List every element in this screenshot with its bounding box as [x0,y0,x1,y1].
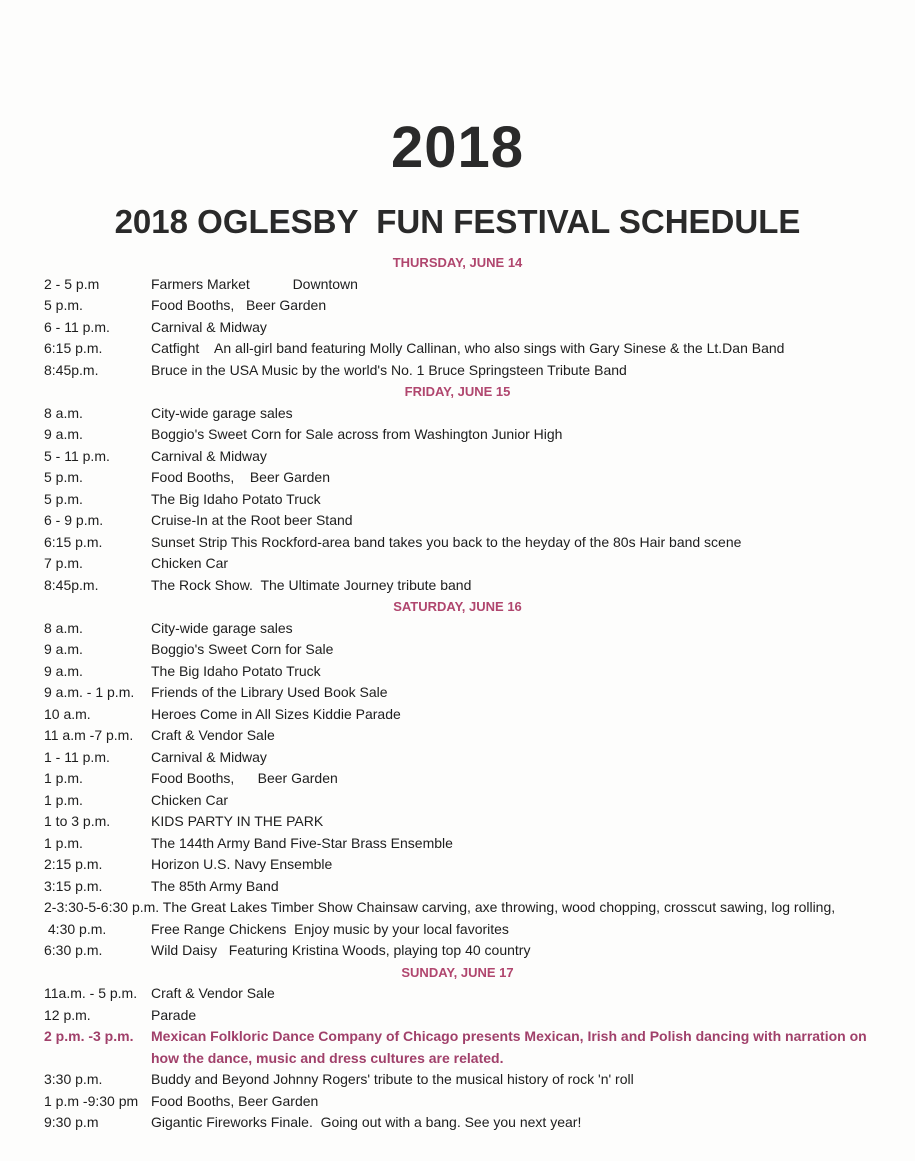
event-row [0,661,915,683]
event-description: Chicken Car [151,555,229,571]
event-row [0,747,915,769]
event-description: Buddy and Beyond Johnny Rogers' tribute to the musical history of rock 'n' roll [151,1071,634,1087]
event-description: Sunset Strip This Rockford-area band takes you back to the heyday of the 80s Hair band scene [151,533,742,550]
event-row [0,424,915,446]
event-row [0,940,915,962]
event-description: The Big Idaho Potato Truck [151,662,321,679]
event-description: Farmers Market Downtown [151,275,358,292]
event-description: Free Range Chickens Enjoy music by your local favorites [151,920,509,937]
event-row [0,403,915,425]
event-row [0,639,915,661]
event-description: Food Booths, Beer Garden [151,1092,319,1109]
event-description: Carnival & Midway [151,447,267,464]
event-row [0,489,915,511]
event-time: 6 - 11 p.m. [44,318,110,335]
event-time: 8:45p.m. [44,576,99,593]
event-time: 9 a.m. - 1 p.m. [44,684,135,700]
event-description: Wild Daisy Featuring Kristina Woods, playing top 40 country [151,942,531,958]
event-row [0,897,915,919]
event-row [0,510,915,532]
event-time: 5 p.m. [44,469,83,485]
event-time: 5 p.m. [44,490,83,507]
event-time: 7 p.m. [44,555,83,571]
event-time: 12 p.m. [44,1006,91,1023]
event-time: 1 to 3 p.m. [44,813,111,829]
event-description: The 85th Army Band [151,877,279,894]
day-heading: FRIDAY, JUNE 15 [404,384,511,399]
event-description: The Rock Show. The Ultimate Journey tribute band [151,576,472,593]
event-time: 9 a.m. [44,426,83,442]
event-description: Horizon U.S. Navy Ensemble [151,856,333,872]
event-time: 5 - 11 p.m. [44,447,110,464]
schedule-list [0,252,915,1134]
event-row [0,811,915,833]
day-heading: THURSDAY, JUNE 14 [392,255,523,270]
event-time: 9 a.m. [44,662,83,679]
event-row [0,1112,915,1134]
event-time: 2:15 p.m. [44,856,103,872]
event-time: 11 a.m -7 p.m. [44,727,134,743]
event-row [0,446,915,468]
event-time: 8 a.m. [44,619,83,636]
event-time: 2 p.m. -3 p.m. [44,1028,134,1044]
event-time: 2 - 5 p.m [44,275,100,292]
day-heading: SUNDAY, JUNE 17 [401,964,514,980]
event-row [0,704,915,726]
event-row [0,1026,915,1069]
event-description: Boggio's Sweet Corn for Sale across from Washington Junior High [151,426,563,442]
event-row [0,360,915,382]
event-description: City-wide garage sales [151,404,293,421]
event-row [0,317,915,339]
event-description: Cruise-In at the Root beer Stand [151,512,353,528]
event-description: The Big Idaho Potato Truck [151,490,321,507]
event-time: 1 p.m -9:30 pm [44,1092,139,1109]
event-row [0,338,915,360]
event-time: 6:15 p.m. [44,340,103,356]
event-row [0,295,915,317]
event-row [0,682,915,704]
event-row [0,618,915,640]
event-row [0,553,915,575]
event-time: 8 a.m. [44,404,83,421]
event-time: 6:30 p.m. [44,942,103,958]
event-row [0,274,915,296]
event-row [0,833,915,855]
event-description: Catfight An all-girl band featuring Molly Callinan, who also sings with Gary Sinese & the Lt.Dan Band [151,340,785,356]
event-description: Food Booths, Beer Garden [151,469,330,485]
event-row [0,575,915,597]
event-description: Friends of the Library Used Book Sale [151,684,388,700]
event-row [0,1069,915,1091]
event-description: Gigantic Fireworks Finale. Going out with a bang. See you next year! [151,1114,582,1130]
event-time: 1 p.m. [44,770,83,786]
event-row [0,919,915,941]
event-row [0,876,915,898]
event-description: Craft & Vendor Sale [151,727,275,743]
event-description: Chicken Car [151,791,229,808]
event-time: 1 p.m. [44,834,83,851]
event-description: The 144th Army Band Five-Star Brass Ensemble [151,834,453,851]
event-description: Parade [151,1006,197,1023]
day-heading: SATURDAY, JUNE 16 [393,599,522,614]
event-description: Boggio's Sweet Corn for Sale [151,641,334,657]
event-row [0,532,915,554]
event-time: 3:15 p.m. [44,877,103,894]
event-time: 11a.m. - 5 p.m. [44,985,138,1001]
event-description: Food Booths, Beer Garden [151,770,338,786]
event-row [0,768,915,790]
event-time: 3:30 p.m. [44,1071,103,1087]
event-row [0,1091,915,1113]
event-row [0,725,915,747]
event-description: KIDS PARTY IN THE PARK [151,813,324,829]
year-heading: 2018 [390,115,525,180]
event-description: Carnival & Midway [151,318,267,335]
event-row [0,1005,915,1027]
event-description: Food Booths, Beer Garden [151,297,327,313]
event-description: Heroes Come in All Sizes Kiddie Parade [151,705,401,722]
event-time: 1 p.m. [44,791,83,808]
event-time: 9:30 p.m [44,1114,99,1130]
event-description: Carnival & Midway [151,748,267,765]
event-row [0,790,915,812]
page-title: 2018 OGLESBY FUN FESTIVAL SCHEDULE [114,203,801,240]
event-row [0,854,915,876]
event-time: 5 p.m. [44,297,83,313]
event-time: 10 a.m. [44,705,91,722]
event-description: Mexican Folkloric Dance Company of Chicago presents Mexican, Irish and Polish dancing with narration on how the dance, music and dress cultures are related. [151,1028,867,1066]
event-time: 9 a.m. [44,641,83,657]
event-full-line: 2-3:30-5-6:30 p.m. The Great Lakes Timber Show Chainsaw carving, axe throwing, wood chopping, crosscut sawing, log rolling, [44,899,836,915]
event-time: 6 - 9 p.m. [44,512,104,528]
event-row [0,983,915,1005]
event-time: 8:45p.m. [44,361,99,378]
event-time: 4:30 p.m. [44,920,107,937]
event-time: 1 - 11 p.m. [44,748,110,765]
event-time: 6:15 p.m. [44,533,103,550]
event-description: Bruce in the USA Music by the world's No. 1 Bruce Springsteen Tribute Band [151,361,627,378]
event-description: Craft & Vendor Sale [151,985,275,1001]
event-description: City-wide garage sales [151,619,293,636]
event-row [0,467,915,489]
